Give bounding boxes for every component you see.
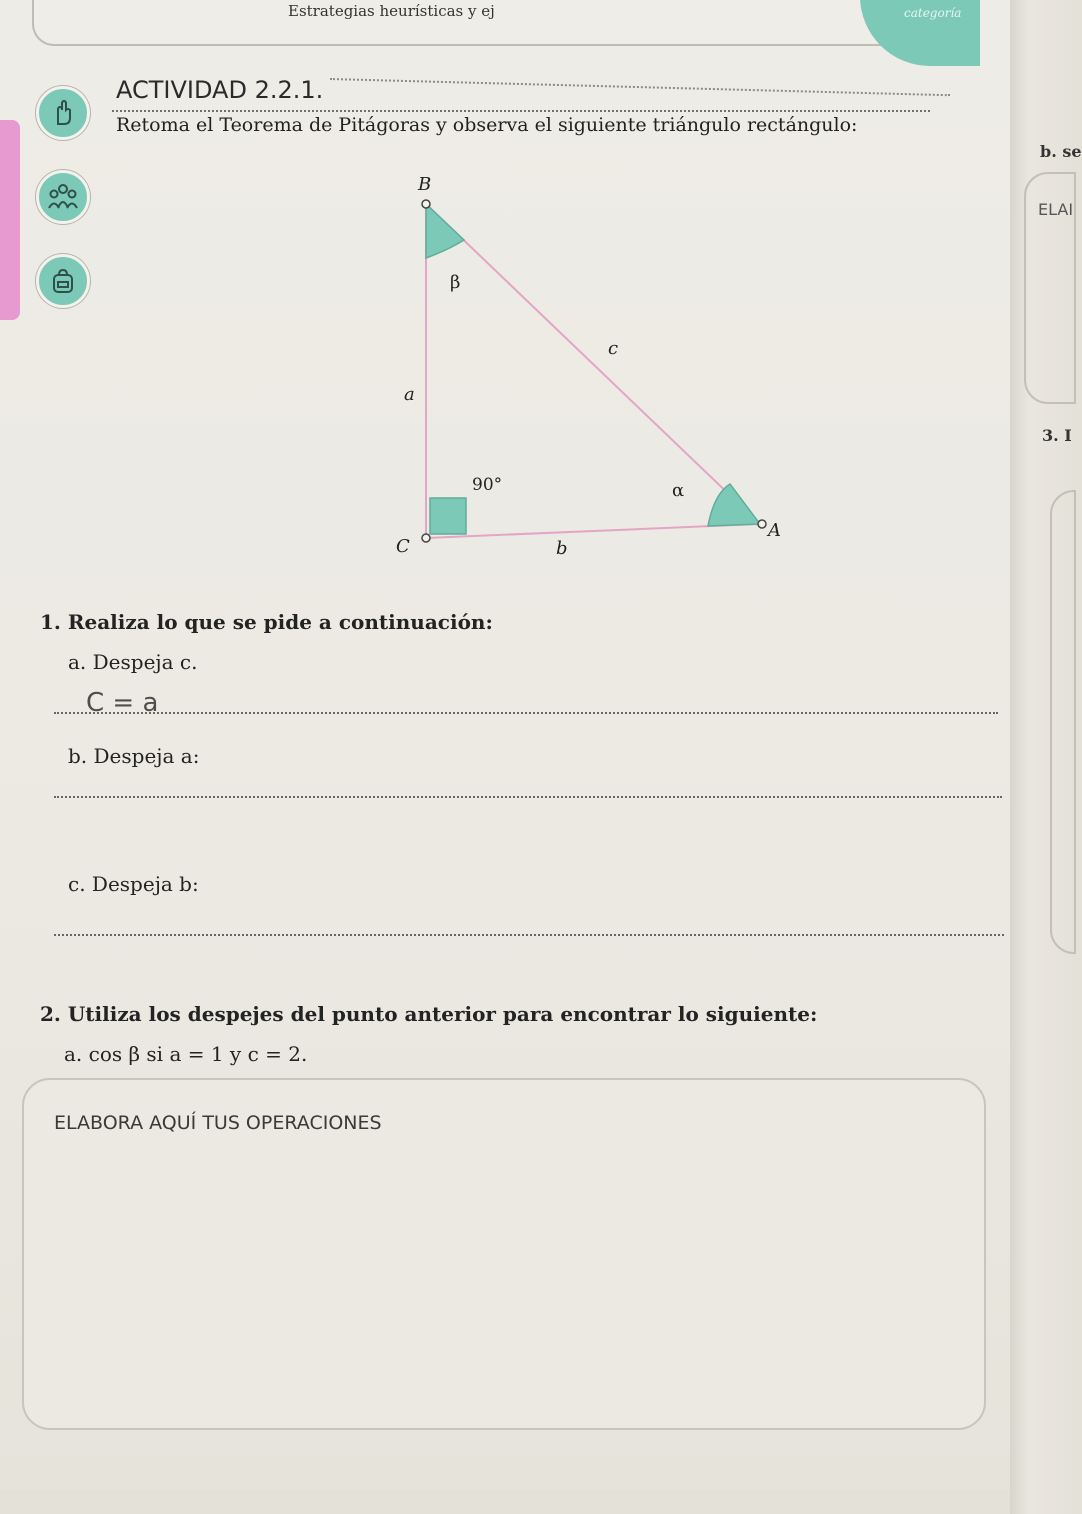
edge-text-3: 3. I (1042, 426, 1072, 445)
answer-line-1a[interactable] (54, 712, 998, 714)
side-b-label: b (556, 538, 568, 559)
alpha-label: α (672, 480, 685, 501)
hand-pointer-icon (36, 86, 90, 140)
edge-box-lower (1050, 490, 1076, 954)
right-angle-label: 90° (472, 475, 503, 495)
side-a-label: a (404, 384, 415, 405)
answer-line-1c[interactable] (54, 934, 1004, 936)
vertex-B-point (422, 200, 430, 208)
question-2a: a. cos β si a = 1 y c = 2. (64, 1042, 308, 1066)
beta-label: β (450, 272, 461, 293)
section1-heading: 1. Realiza lo que se pide a continuación: (40, 610, 493, 634)
activity-title: ACTIVIDAD 2.2.1. (116, 76, 324, 104)
edge-text-elab: ELAI (1038, 200, 1074, 219)
running-title: Estrategias heurísticas y ej (288, 2, 495, 20)
vertex-B-label: B (418, 174, 432, 195)
right-triangle-diagram (380, 160, 800, 580)
header-tab (32, 0, 936, 46)
operations-label: ELABORA AQUÍ TUS OPERACIONES (54, 1112, 382, 1134)
handwritten-answer-1a: C = a (86, 688, 159, 718)
section2-heading: 2. Utiliza los despejes del punto anterior para encontrar lo siguiente: (40, 1002, 818, 1026)
people-group-icon (36, 170, 90, 224)
question-1b: b. Despeja a: (68, 744, 200, 768)
answer-line-1b[interactable] (54, 796, 1002, 798)
edge-text-b: b. se (1040, 142, 1082, 161)
alpha-angle-arc (708, 484, 760, 526)
backpack-icon (36, 254, 90, 308)
activity-intro: Retoma el Teorema de Pitágoras y observa el siguiente triángulo rectángulo: (116, 114, 858, 136)
vertex-A-point (758, 520, 766, 528)
beta-angle-arc (426, 204, 464, 258)
operations-box[interactable] (22, 1078, 986, 1430)
side-c-label: c (608, 338, 619, 359)
section-tab (0, 120, 20, 320)
vertex-C-point (422, 534, 430, 542)
vertex-C-label: C (396, 536, 410, 557)
category-badge (860, 0, 980, 66)
title-divider (112, 110, 930, 112)
title-divider-top (330, 78, 950, 96)
question-1a: a. Despeja c. (68, 650, 198, 674)
right-angle-marker (430, 498, 466, 534)
category-badge-label: categoría (904, 6, 962, 20)
next-page-edge (1010, 0, 1082, 1514)
question-1c: c. Despeja b: (68, 872, 199, 896)
vertex-A-label: A (768, 520, 781, 541)
